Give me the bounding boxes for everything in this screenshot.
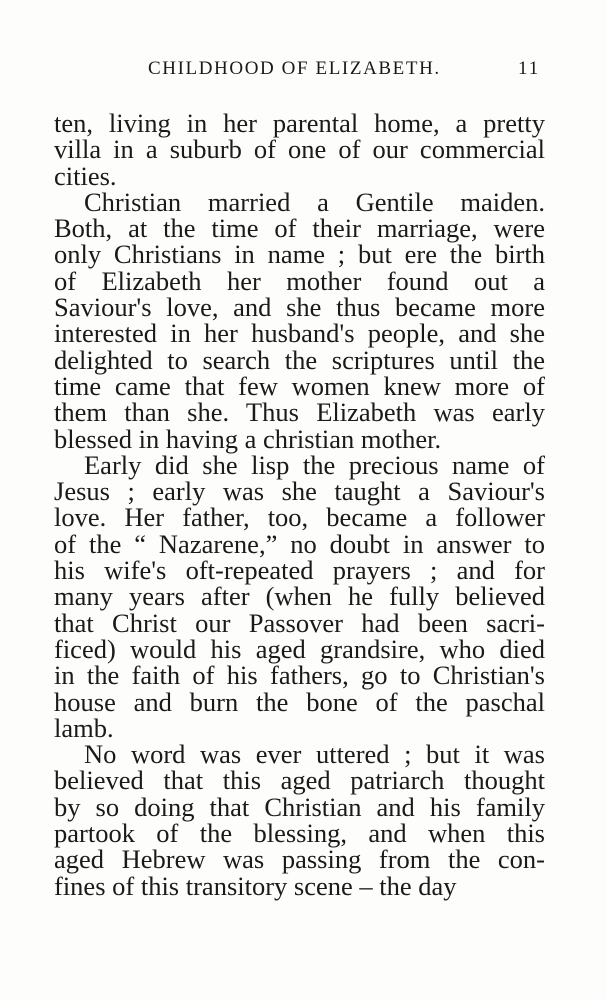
text-line: partook of the blessing, and when this (54, 818, 545, 849)
text-line: villa in a suburb of one of our commercial (54, 134, 545, 165)
text-line: Early did she lisp the precious name of (84, 449, 545, 480)
paragraph (54, 449, 545, 743)
text-line: believed that this aged patriarch thought (54, 765, 545, 796)
text-line: delighted to search the scriptures until the (54, 344, 545, 375)
text-line: house and burn the bone of the paschal (54, 686, 545, 717)
running-title: CHILDHOOD OF ELIZABETH. (148, 58, 441, 79)
text-line: Saviour's love, and she thus became more (54, 292, 545, 323)
text-line: of Elizabeth her mother found out a (54, 265, 545, 296)
text-line: No word was ever uttered ; but it was (84, 739, 545, 770)
page-number: 11 (518, 58, 541, 79)
text-line: them than she. Thus Elizabeth was early (54, 397, 545, 428)
text-line: ficed) would his aged grandsire, who died (54, 633, 545, 664)
text-line: many years after (when he fully believed (54, 581, 545, 612)
text-line: only Christians in name ; but ere the birth (54, 239, 545, 270)
text-line: blessed in having a christian mother. (54, 423, 442, 454)
text-line: fines of this transitory scene – the day (54, 870, 457, 901)
text-line: lamb. (54, 712, 114, 743)
text-line: Jesus ; early was she taught a Saviour's (54, 476, 545, 507)
text-line: Both, at the time of their marriage, were (54, 213, 545, 244)
text-line: his wife's oft-repeated prayers ; and for (54, 555, 545, 586)
paragraph (54, 110, 545, 189)
text-line: ten, living in her parental home, a pretty (54, 108, 545, 138)
running-head (0, 58, 607, 88)
text-line: that Christ our Passover had been sacri- (54, 607, 545, 638)
text-line: aged Hebrew was passing from the con- (54, 844, 545, 875)
text-line: by so doing that Christian and his family (54, 791, 545, 822)
text-line: cities. (54, 160, 117, 191)
paragraph (54, 741, 545, 899)
body-text (54, 110, 545, 899)
paragraph (54, 186, 545, 454)
text-line: of the “ Nazarene,” no doubt in answer to (54, 528, 545, 559)
text-line: interested in her husband's people, and she (54, 318, 545, 349)
text-line: in the faith of his fathers, go to Christian's (54, 660, 545, 691)
text-line: love. Her father, too, became a follower (54, 502, 545, 533)
text-line: time came that few women knew more of (54, 370, 545, 401)
text-line: Christian married a Gentile maiden. (84, 186, 545, 217)
